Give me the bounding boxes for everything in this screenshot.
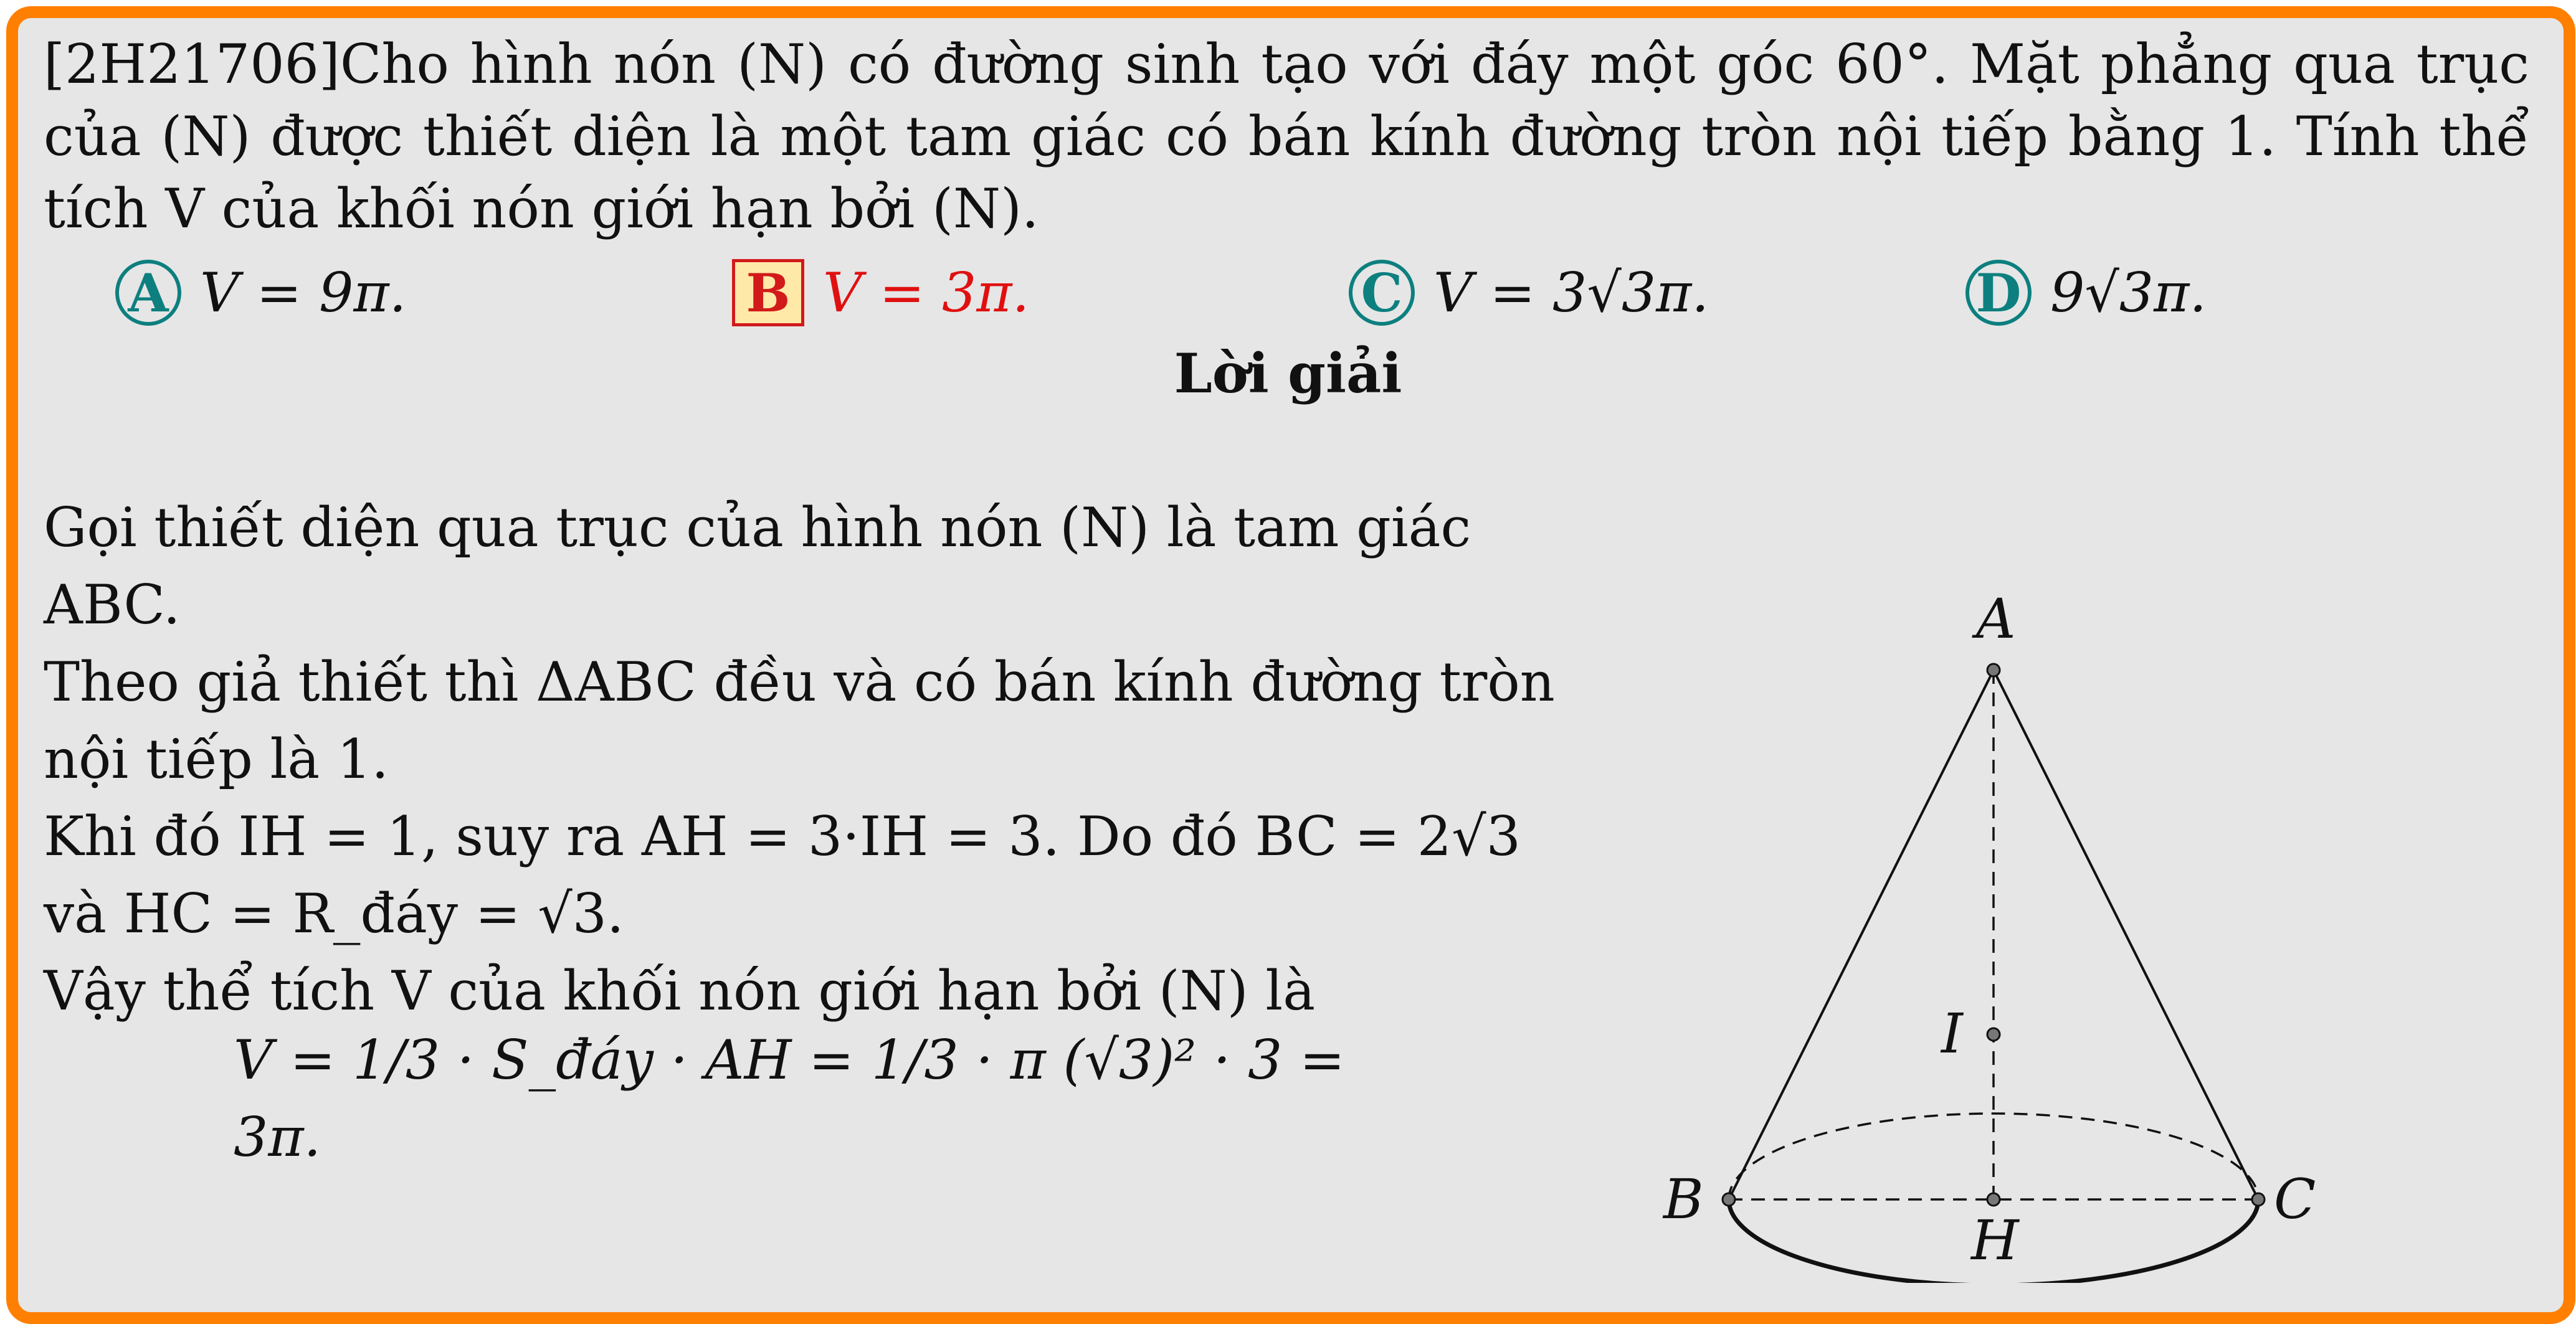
answer-options bbox=[44, 252, 2536, 339]
cone-slant-ab bbox=[1729, 670, 1994, 1199]
solution-line: Theo giả thiết thì ΔABC đều và có bán kính đường tròn nội tiếp là 1. bbox=[44, 650, 1555, 791]
solution-heading: Lời giải bbox=[1174, 341, 1402, 405]
option-b-text: V = 3π. bbox=[823, 261, 1030, 324]
solution-line: Vậy thể tích V của khối nón giới hạn bởi (N) là bbox=[44, 959, 1316, 1023]
point-i bbox=[1987, 1028, 2000, 1041]
option-b-marker-selected: B bbox=[732, 259, 804, 326]
solution-line: Gọi thiết diện qua trục của hình nón (N) là tam giác ABC. bbox=[44, 496, 1471, 636]
problem-statement: [2H21706]Cho hình nón (N) có đường sinh tạo với đáy một góc 60°. Mặt phẳng qua trục của (N) được thiết diện là một tam giác có bán kính đường tròn nội tiếp bằng 1. Tính thể tích V của khối nón giới hạn bởi (N). bbox=[44, 32, 2529, 240]
option-a-text: V = 9π. bbox=[200, 261, 407, 324]
cone-figure bbox=[1595, 585, 2374, 1283]
label-a: A bbox=[1976, 587, 2016, 651]
option-d-text: 9√3π. bbox=[2050, 261, 2207, 324]
option-d[interactable] bbox=[1965, 252, 2207, 333]
solution-line: Khi đó IH = 1, suy ra AH = 3·IH = 3. Do đó BC = 2√3 và HC = R_đáy = √3. bbox=[44, 805, 1521, 945]
option-c[interactable] bbox=[1349, 252, 1709, 333]
option-c-text: V = 3√3π. bbox=[1433, 261, 1709, 324]
label-i: I bbox=[1941, 1001, 1963, 1066]
point-a bbox=[1987, 664, 2000, 676]
label-h: H bbox=[1971, 1208, 2019, 1272]
option-b[interactable] bbox=[732, 252, 1029, 333]
point-h bbox=[1987, 1193, 2000, 1206]
option-d-marker: D bbox=[1965, 260, 2032, 326]
option-a[interactable] bbox=[115, 252, 406, 333]
point-b bbox=[1723, 1193, 1735, 1206]
label-b: B bbox=[1663, 1167, 1704, 1231]
point-c bbox=[2252, 1193, 2265, 1206]
cone-slant-ac bbox=[1994, 670, 2258, 1199]
solution-body bbox=[44, 489, 1570, 1029]
option-c-marker: C bbox=[1349, 260, 1415, 326]
volume-formula: V = 1/3 · S_đáy · AH = 1/3 · π (√3)² · 3 = 3π. bbox=[234, 1028, 1345, 1169]
option-a-marker: A bbox=[115, 260, 181, 326]
label-c: C bbox=[2274, 1167, 2316, 1231]
